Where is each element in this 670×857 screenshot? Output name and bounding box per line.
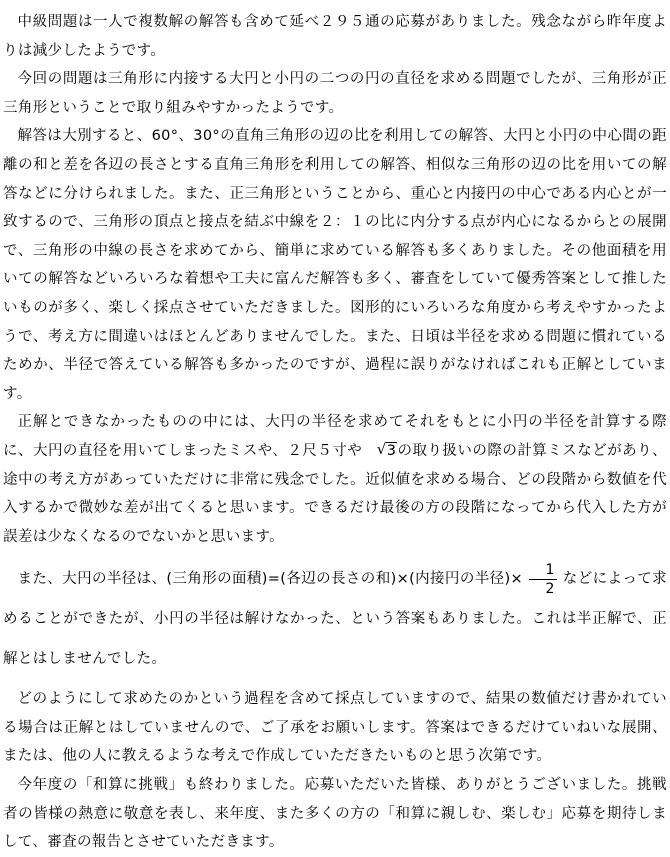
sqrt-sign-icon: √ <box>376 439 387 458</box>
half-correct-text-after: などによって求めることができたが、小円の半径は解けなかった、という答案もありました。これは半正解で、正解とはしませんでした。 <box>3 571 668 668</box>
fraction-denominator: 2 <box>545 580 555 597</box>
paragraph-solution-methods: 解答は大別すると、60°、30°の直角三角形の辺の比を利用しての解答、大円と小円の中心間の距離の和と差を各辺の長さとする直角三角形を利用しての解答、相似な三角形の辺の比を用いての解答などに分けられました。また、正三角形ということから、重心と内接円の中心である内心とが一致するので、三角形の頂点と接点を結ぶ中線を２：１の比に内分する点が内心になるからとの展開で、三角形の中線の長さを求めてから、簡単に求めている解答も多くありました。その他面積を用いての解答などいろいろな着想や工夫に富んだ解答も多く、審査をしていて優秀答案として推したいものが多く、楽しく採点させていただきました。図形的にいろいろな角度から考えやすかったようで、考え方に間違いはほとんどありませんでした。また、日頃は半径を求める問題に慣れているためか、半径で答えている解答も多かったのですが、過程に誤りがなければこれも正解としています。 <box>3 128 667 402</box>
mistakes-text-before: 正解とできなかったものの中には、大円の半径を求めてそれをもとに小円の半径を計算する際に、大円の直径を用いてしまったミスや、２尺５寸や <box>3 414 667 459</box>
paragraph-half-correct <box>3 559 667 679</box>
paragraph-common-mistakes <box>3 408 667 551</box>
review-report <box>3 8 667 857</box>
fraction-numerator: 1 <box>545 561 555 578</box>
paragraph-grading-policy: どのようにして求めたのかという過程を含めて採点していますので、結果の数値だけ書かれている場合は正解とはしていませんので、ご了承をお願いします。答案はできるだけていねいな展開、または、他の人に教えるような考えで作成していただきたいものと思う次第です。 <box>3 691 667 765</box>
fraction-one-half <box>529 563 557 596</box>
paragraph-closing-remarks: 今年度の「和算に挑戦」も終わりました。応募いただいた皆様、ありがとうございました。挑戦者の皆様の熱意に敬意を表し、来年度、また多くの方の「和算に親しむ、楽しむ」応募を期待しまして、審査の報告とさせていただきます。 <box>3 777 667 851</box>
half-correct-text-before: また、大円の半径は、(三角形の面積)=(各辺の長さの和)×(内接円の半径)× <box>17 571 523 588</box>
sqrt-radicand: 3 <box>386 442 397 459</box>
sqrt-three <box>362 439 397 459</box>
paragraph-entries-count: 中級問題は一人で複数解の解答も含めて延べ２９５通の応募がありました。残念ながら昨年度よりは減少したようです。 <box>3 14 667 59</box>
paragraph-problem-summary: 今回の問題は三角形に内接する大円と小円の二つの円の直径を求める問題でしたが、三角形が正三角形ということで取り組みやすかったようです。 <box>3 71 667 116</box>
mistakes-text-after: の取り扱いの際の計算ミスなどがあり、途中の考え方があっていただけに非常に残念でした。近似値を求める場合、どの段階から数値を代入するかで微妙な差が出てくると思います。できるだけ最後の方の段階になってから代入した方が誤差は少なくなるのでないかと思います。 <box>3 442 667 545</box>
